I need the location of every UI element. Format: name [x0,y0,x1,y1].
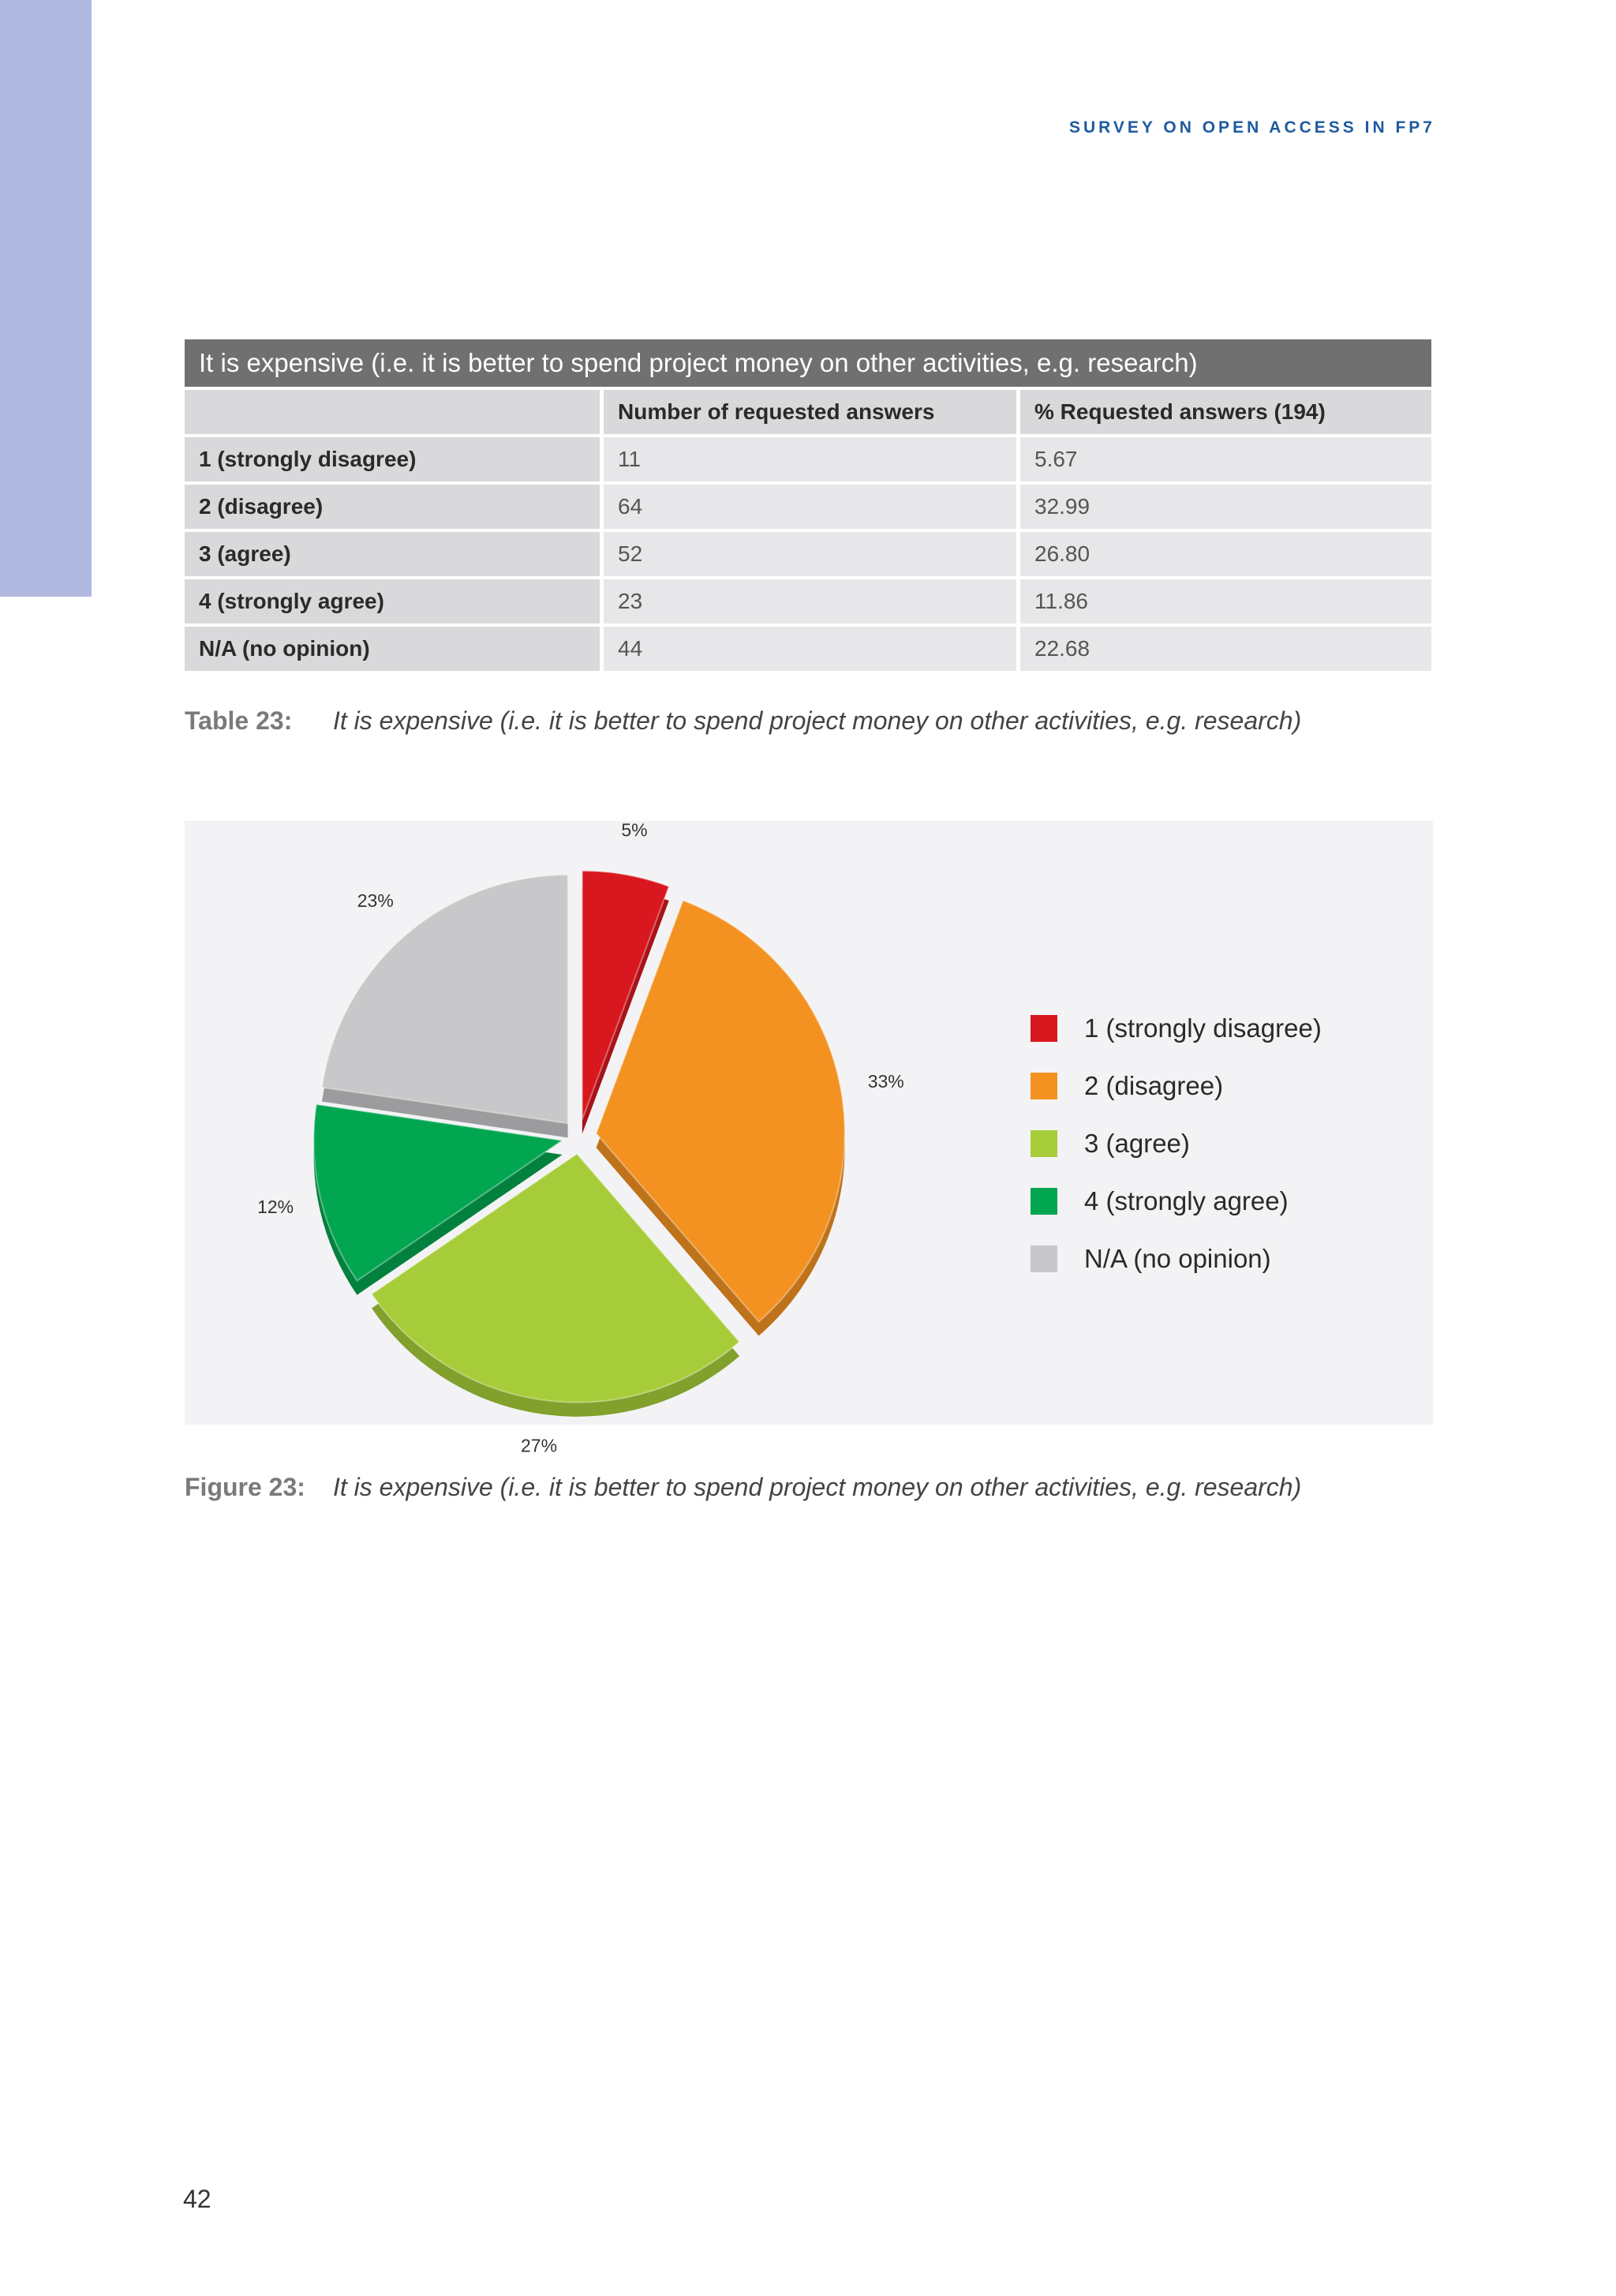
pie-slice-no-opinion [322,875,568,1123]
row-label: 4 (strongly agree) [185,579,600,624]
table-caption-text: It is expensive (i.e. it is better to spend project money on other activities, e.g. research) [333,706,1302,735]
table-row [185,579,1431,624]
figure-caption-label: Figure 23: [185,1473,305,1501]
side-color-bar [0,0,92,597]
running-header: SURVEY ON OPEN ACCESS IN FP7 [1068,118,1435,137]
data-table [185,339,1431,671]
row-label: 3 (agree) [185,532,600,576]
legend-label: 4 (strongly agree) [1084,1185,1289,1215]
pie-data-label: 33% [867,1071,904,1092]
legend-label: 2 (disagree) [1084,1070,1224,1100]
table-caption-label: Table 23: [185,706,293,735]
chart-legend [1031,999,1322,1287]
table-row [185,437,1431,481]
table-caption [185,706,1301,736]
legend-swatch [1031,1130,1057,1157]
row-percent: 11.86 [1020,579,1431,624]
legend-swatch [1031,1188,1057,1215]
pie-chart-figure [185,819,1433,1456]
figure-caption [185,1473,1301,1502]
row-percent: 32.99 [1020,485,1431,529]
legend-item [1031,1230,1322,1287]
row-count: 11 [604,437,1016,481]
legend-label: 1 (strongly disagree) [1084,1013,1322,1043]
row-label: 2 (disagree) [185,485,600,529]
legend-label: N/A (no opinion) [1084,1243,1271,1273]
legend-swatch [1031,1015,1057,1042]
row-percent: 26.80 [1020,532,1431,576]
page-number: 42 [183,2185,211,2213]
table-header-row [185,390,1431,434]
row-label: 1 (strongly disagree) [185,437,600,481]
row-count: 44 [604,627,1016,671]
table-header-cell: Number of requested answers [604,390,1016,434]
legend-item [1031,1114,1322,1172]
table-row [185,532,1431,576]
row-count: 52 [604,532,1016,576]
pie-data-label: 5% [621,819,648,841]
legend-item [1031,1172,1322,1230]
row-percent: 5.67 [1020,437,1431,481]
pie-chart [185,819,974,1456]
legend-swatch [1031,1073,1057,1099]
legend-item [1031,999,1322,1057]
pie-data-label: 12% [257,1196,294,1217]
legend-item [1031,1057,1322,1114]
row-count: 23 [604,579,1016,624]
table-row [185,627,1431,671]
row-count: 64 [604,485,1016,529]
pie-data-label: 27% [520,1435,558,1456]
legend-label: 3 (agree) [1084,1128,1190,1158]
pie-data-label: 23% [357,890,394,912]
table-header-cell [185,390,600,434]
figure-caption-text: It is expensive (i.e. it is better to spend project money on other activities, e.g. research) [333,1473,1302,1501]
table-title: It is expensive (i.e. it is better to spend project money on other activities, e.g. research) [185,339,1431,387]
row-label: N/A (no opinion) [185,627,600,671]
table-row [185,485,1431,529]
row-percent: 22.68 [1020,627,1431,671]
table-header-cell: % Requested answers (194) [1020,390,1431,434]
legend-swatch [1031,1245,1057,1272]
